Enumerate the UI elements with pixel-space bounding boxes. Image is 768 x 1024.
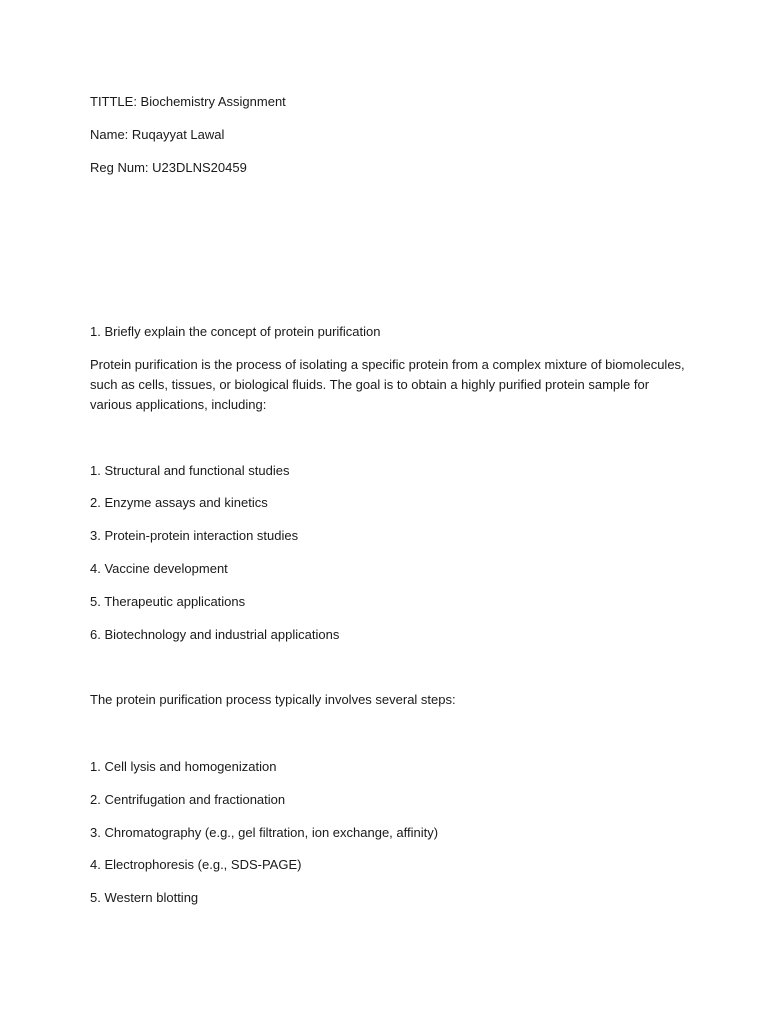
application-item: 2. Enzyme assays and kinetics — [90, 495, 268, 510]
step-item: 1. Cell lysis and homogenization — [90, 759, 277, 774]
steps-intro: The protein purification process typically involves several steps: — [90, 692, 456, 707]
answer-paragraph: Protein purification is the process of isolating a specific protein from a complex mixture of biomolecules, such as cells, tissues, or biological fluids. The goal is to obtain a highly purified protein sample for various applications, including: — [90, 357, 685, 412]
step-item: 5. Western blotting — [90, 890, 199, 905]
step-item: 3. Chromatography (e.g., gel filtration, ion exchange, affinity) — [90, 825, 439, 840]
application-item: 3. Protein-protein interaction studies — [90, 528, 299, 543]
step-item: 4. Electrophoresis (e.g., SDS-PAGE) — [90, 857, 302, 872]
student-name: Name: Ruqayyat Lawal — [90, 127, 225, 142]
application-item: 4. Vaccine development — [90, 561, 228, 576]
application-item: 1. Structural and functional studies — [90, 463, 290, 478]
question-heading: 1. Briefly explain the concept of protein purification — [90, 324, 381, 339]
application-item: 5. Therapeutic applications — [90, 594, 246, 609]
registration-number: Reg Num: U23DLNS20459 — [90, 160, 247, 175]
step-item: 2. Centrifugation and fractionation — [90, 792, 286, 807]
document-title: TITTLE: Biochemistry Assignment — [90, 94, 286, 109]
application-item: 6. Biotechnology and industrial applications — [90, 627, 340, 642]
